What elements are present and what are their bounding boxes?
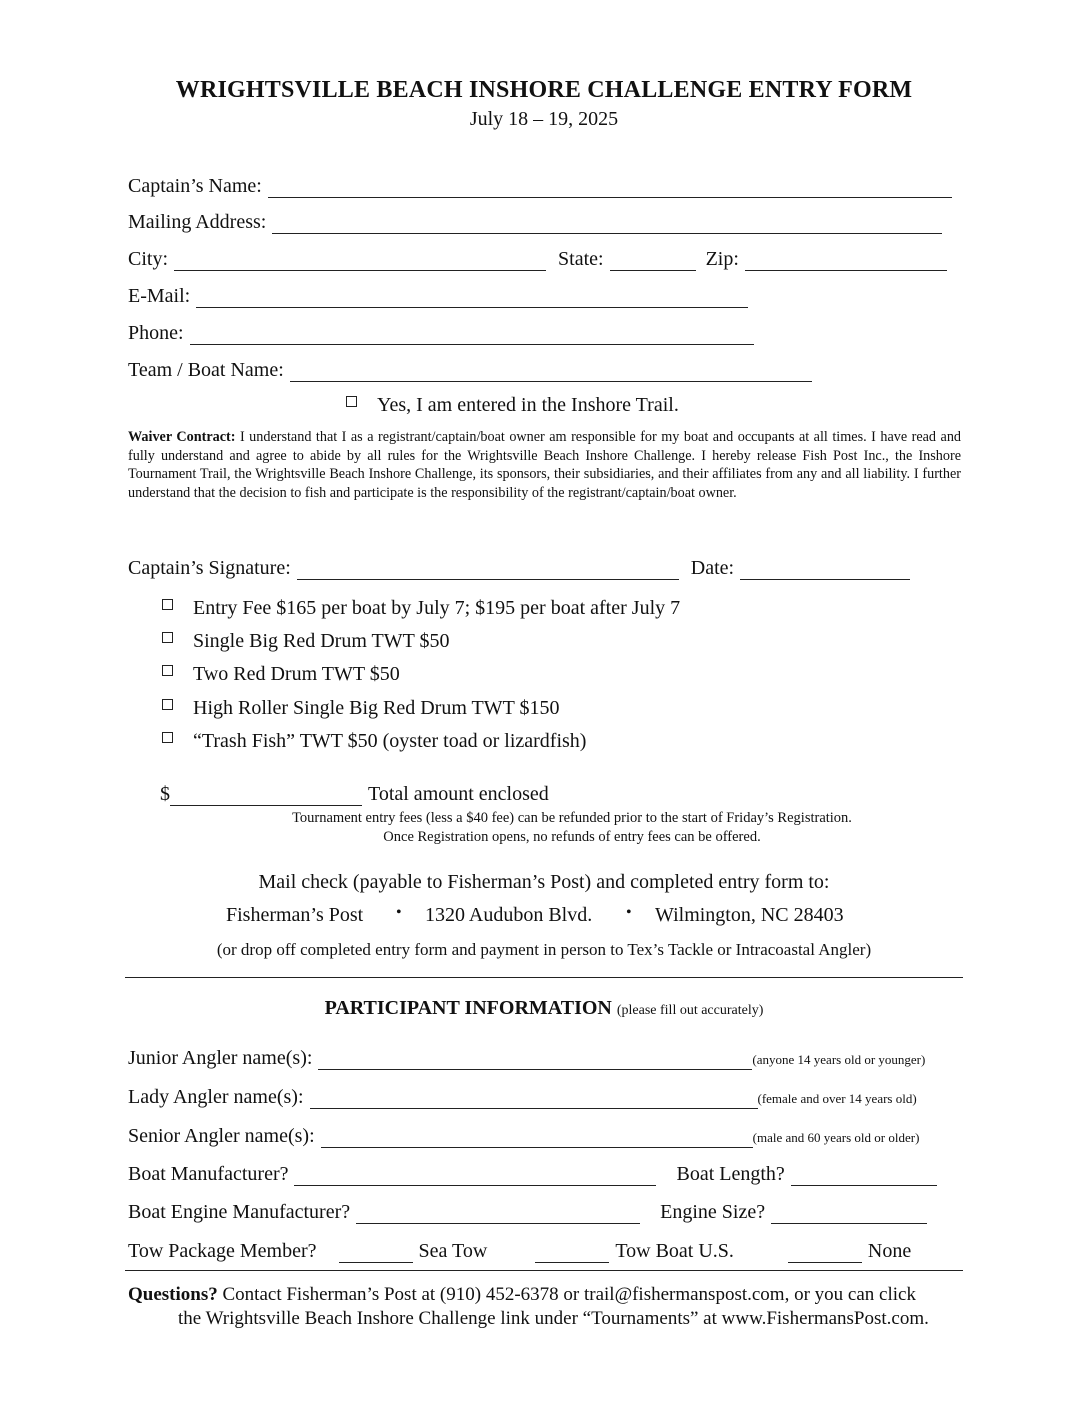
state-label: State: xyxy=(558,248,604,270)
engine-size-field[interactable] xyxy=(771,1205,927,1224)
city-state-zip-row xyxy=(128,245,947,271)
fee-item-label: Entry Fee $165 per boat by July 7; $195 per boat after July 7 xyxy=(193,597,681,619)
boat-manufacturer-label: Boat Manufacturer? xyxy=(128,1163,289,1185)
junior-angler-label: Junior Angler name(s): xyxy=(128,1047,313,1069)
questions-line xyxy=(128,1284,916,1306)
fee-item[interactable] xyxy=(162,663,400,686)
waiver-contract xyxy=(128,428,961,503)
checkbox-icon[interactable] xyxy=(162,665,173,676)
section-divider xyxy=(125,977,963,978)
questions-label: Questions? xyxy=(128,1284,218,1305)
dropoff-note: (or drop off completed entry form and payment in person to Tex’s Tackle or Intracoastal Angler) xyxy=(216,940,872,959)
checkbox-icon[interactable] xyxy=(162,632,173,643)
total-label: Total amount enclosed xyxy=(368,783,549,805)
mail-city: Wilmington, NC 28403 xyxy=(655,904,844,926)
phone-field[interactable] xyxy=(190,326,754,345)
waiver-text: I understand that I as a registrant/captain/boat owner am responsible for my boat and occupants at all times. I have read and fully understand and agree to abide by all rules for the Wrightsville Beach Inshore Challenge. I hereby release Fish Post Inc., the Inshore Tournament Trail, the Wrightsville Beach Inshore Challenge, its sponsors, their subsidiaries, and their affiliates from any and all liability. I further understand that the decision to fish and participate is the responsibility of the registrant/captain/boat owner. xyxy=(128,429,962,502)
captain-name-label: Captain’s Name: xyxy=(128,175,262,197)
junior-angler-note: (anyone 14 years old or younger) xyxy=(752,1052,926,1067)
senior-angler-label: Senior Angler name(s): xyxy=(128,1125,315,1147)
date-label: Date: xyxy=(690,557,735,579)
inshore-trail-option[interactable] xyxy=(346,394,679,417)
lady-angler-note: (female and over 14 years old) xyxy=(757,1091,917,1106)
mailing-address-row xyxy=(128,208,942,234)
zip-field[interactable] xyxy=(745,252,947,271)
dollar-sign: $ xyxy=(160,783,170,805)
boat-row xyxy=(128,1160,937,1186)
state-field[interactable] xyxy=(610,252,696,271)
fee-item-label: Single Big Red Drum TWT $50 xyxy=(193,630,450,652)
participant-heading-note: (please fill out accurately) xyxy=(616,1003,764,1018)
captain-name-row xyxy=(128,172,952,198)
senior-angler-row xyxy=(128,1122,919,1148)
engine-row xyxy=(128,1198,927,1224)
junior-angler-row xyxy=(128,1044,925,1070)
inshore-trail-label: Yes, I am entered in the Inshore Trail. xyxy=(377,394,679,416)
event-dates: July 18 – 19, 2025 xyxy=(469,108,619,130)
form-title: WRIGHTSVILLE BEACH INSHORE CHALLENGE ENTRY FORM xyxy=(175,77,913,103)
mail-street: 1320 Audubon Blvd. xyxy=(425,904,593,926)
team-boat-field[interactable] xyxy=(290,363,812,382)
email-field[interactable] xyxy=(196,289,748,308)
refund-note: Once Registration opens, no refunds of entry fees can be offered. xyxy=(383,829,761,845)
engine-manufacturer-label: Boat Engine Manufacturer? xyxy=(128,1201,351,1223)
total-amount-field[interactable] xyxy=(170,787,362,806)
engine-size-label: Engine Size? xyxy=(660,1201,766,1223)
lady-angler-field[interactable] xyxy=(310,1090,758,1109)
tow-option-label: Tow Boat U.S. xyxy=(615,1240,734,1262)
lady-angler-label: Lady Angler name(s): xyxy=(128,1086,304,1108)
waiver-heading: Waiver Contract: xyxy=(128,429,236,445)
refund-note: Tournament entry fees (less a $40 fee) can be refunded prior to the start of Friday’s Registration. xyxy=(292,810,852,826)
phone-label: Phone: xyxy=(128,322,184,344)
mailing-address-field[interactable] xyxy=(272,215,942,234)
checkbox-icon[interactable] xyxy=(162,699,173,710)
checkbox-icon[interactable] xyxy=(162,732,173,743)
tow-option-label: None xyxy=(867,1240,912,1262)
city-label: City: xyxy=(128,248,169,270)
total-row xyxy=(160,780,549,806)
captain-name-field[interactable] xyxy=(268,179,952,198)
zip-label: Zip: xyxy=(705,248,739,270)
mail-name: Fisherman’s Post xyxy=(226,904,364,926)
tow-package-label: Tow Package Member? xyxy=(128,1240,317,1262)
engine-manufacturer-field[interactable] xyxy=(356,1205,640,1224)
participant-heading-row xyxy=(0,997,1088,1020)
city-field[interactable] xyxy=(174,252,546,271)
tow-sea-tow-field[interactable] xyxy=(339,1244,413,1263)
senior-angler-field[interactable] xyxy=(321,1129,753,1148)
signature-row xyxy=(128,554,910,580)
tow-boat-us-field[interactable] xyxy=(535,1244,609,1263)
boat-length-field[interactable] xyxy=(791,1167,937,1186)
junior-angler-field[interactable] xyxy=(318,1051,752,1070)
date-field[interactable] xyxy=(740,561,910,580)
mail-instruction: Mail check (payable to Fisherman’s Post) and completed entry form to: xyxy=(258,871,830,893)
team-boat-row xyxy=(128,356,812,382)
tow-option-label: Sea Tow xyxy=(418,1240,488,1262)
questions-text: Contact Fisherman’s Post at (910) 452-6378 or trail@fishermanspost.com, or you can click xyxy=(222,1284,916,1305)
lady-angler-row xyxy=(128,1083,917,1109)
checkbox-icon[interactable] xyxy=(162,599,173,610)
mailing-address-label: Mailing Address: xyxy=(128,211,267,233)
bullet-separator: • xyxy=(626,904,632,921)
team-boat-label: Team / Boat Name: xyxy=(128,359,284,381)
fee-item-label: “Trash Fish” TWT $50 (oyster toad or lizardfish) xyxy=(193,730,587,752)
bullet-separator: • xyxy=(396,904,402,921)
signature-field[interactable] xyxy=(297,561,679,580)
fee-item[interactable] xyxy=(162,630,449,653)
fee-item[interactable] xyxy=(162,697,559,720)
phone-row xyxy=(128,319,754,345)
email-label: E-Mail: xyxy=(128,285,191,307)
tow-none-field[interactable] xyxy=(788,1244,862,1263)
fee-item[interactable] xyxy=(162,730,586,753)
email-row xyxy=(128,282,748,308)
boat-length-label: Boat Length? xyxy=(676,1163,785,1185)
fee-item[interactable] xyxy=(162,597,680,620)
checkbox-icon[interactable] xyxy=(346,396,357,407)
boat-manufacturer-field[interactable] xyxy=(294,1167,656,1186)
fee-item-label: Two Red Drum TWT $50 xyxy=(193,663,400,685)
fee-item-label: High Roller Single Big Red Drum TWT $150 xyxy=(193,697,560,719)
footer-divider xyxy=(125,1270,963,1271)
questions-line-2: the Wrightsville Beach Inshore Challenge link under “Tournaments” at www.FishermansPost.com. xyxy=(178,1308,929,1329)
signature-label: Captain’s Signature: xyxy=(128,557,291,579)
tow-row xyxy=(128,1237,968,1263)
senior-angler-note: (male and 60 years old or older) xyxy=(752,1130,920,1145)
participant-heading: PARTICIPANT INFORMATION xyxy=(324,997,612,1019)
